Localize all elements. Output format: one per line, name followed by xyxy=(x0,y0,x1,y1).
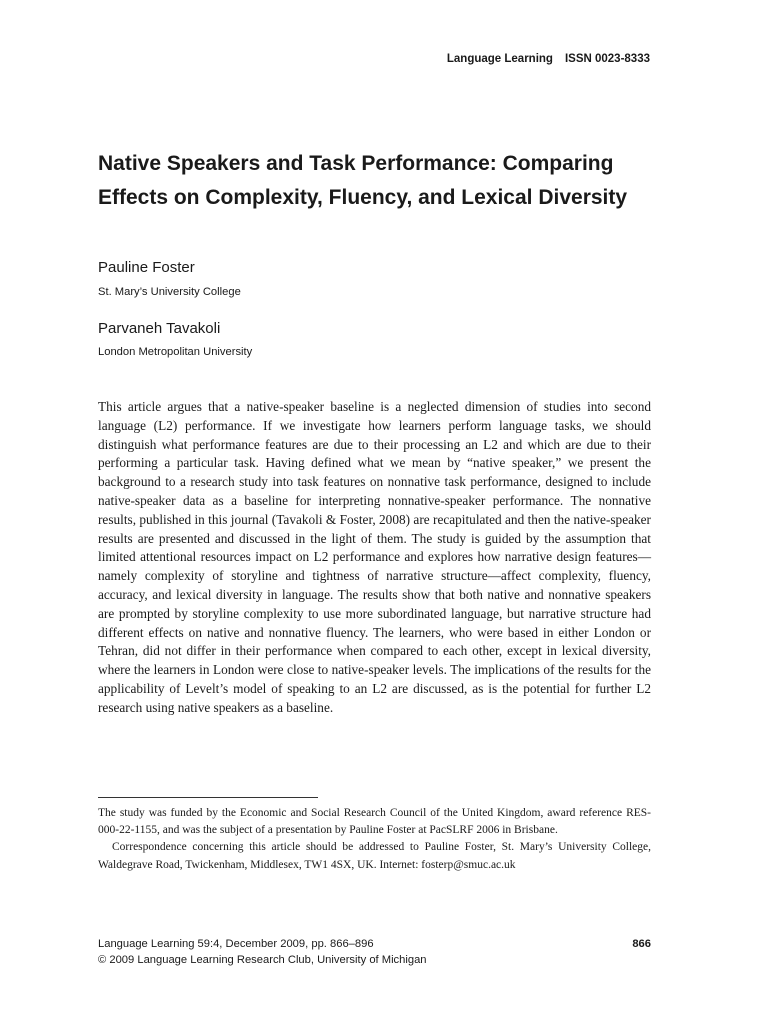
abstract: This article argues that a native-speaker baseline is a neglected dimension of studies into second language (L2) performance. If we investigate how learners perform language tasks, we should distinguish what performance features are due to their processing an L2 and which are due to their performing a particular task. Having defined what we mean by “native speaker,” we present the background to a research study into task features on nonnative task performance, designed to include native-speaker data as a baseline for interpreting nonnative-speaker performance. The nonnative results, published in this journal (Tavakoli & Foster, 2008) are recapitulated and then the native-speaker results are presented and discussed in the light of them. The study is guided by the assumption that limited attentional resources impact on L2 performance and explores how narrative design features—namely complexity of storyline and tightness of narrative structure—affect complexity, fluency, accuracy, and lexical diversity in language. The results show that both native and nonnative speakers are prompted by storyline complexity to use more subordinated language, but narrative structure had different effects on native and nonnative fluency. The learners, who were based in either London or Tehran, did not differ in their performance when compared to each other, except in lexical diversity, where the learners in London were close to native-speaker levels. The implications of the results for the applicability of Levelt’s model of speaking to an L2 are discussed, as is the potential for further L2 research using native speakers as a baseline. xyxy=(98,399,651,715)
page-number: 866 xyxy=(632,938,651,950)
running-head xyxy=(447,53,650,65)
footnotes xyxy=(98,805,651,874)
issn: ISSN 0023-8333 xyxy=(564,53,650,65)
citation: Language Learning 59:4, December 2009, pp. 866–896 xyxy=(98,938,374,950)
author-name: Parvaneh Tavakoli xyxy=(98,320,221,337)
footnote-divider xyxy=(98,797,318,798)
copyright: © 2009 Language Learning Research Club, University of Michigan xyxy=(98,954,427,966)
page-footer xyxy=(98,936,651,968)
correspondence-note: Correspondence concerning this article should be addressed to Pauline Foster, St. Mary’s University College, Waldegrave Road, Twickenham, Middlesex, TW1 4SX, UK. Internet: fosterp@smuc.ac.uk xyxy=(98,841,651,871)
funding-note: The study was funded by the Economic and Social Research Council of the United Kingdom, award reference RES-000-22-1155, and was the subject of a presentation by Pauline Foster at PacSLRF 2006 in Brisbane. xyxy=(98,807,651,837)
journal-name: Language Learning xyxy=(446,53,553,65)
article-title: Native Speakers and Task Performance: Comparing Effects on Complexity, Fluency, and Lexical Diversity xyxy=(98,152,628,209)
author-name: Pauline Foster xyxy=(98,259,195,276)
author-affiliation: London Metropolitan University xyxy=(98,346,253,358)
author-affiliation: St. Mary’s University College xyxy=(98,286,241,298)
